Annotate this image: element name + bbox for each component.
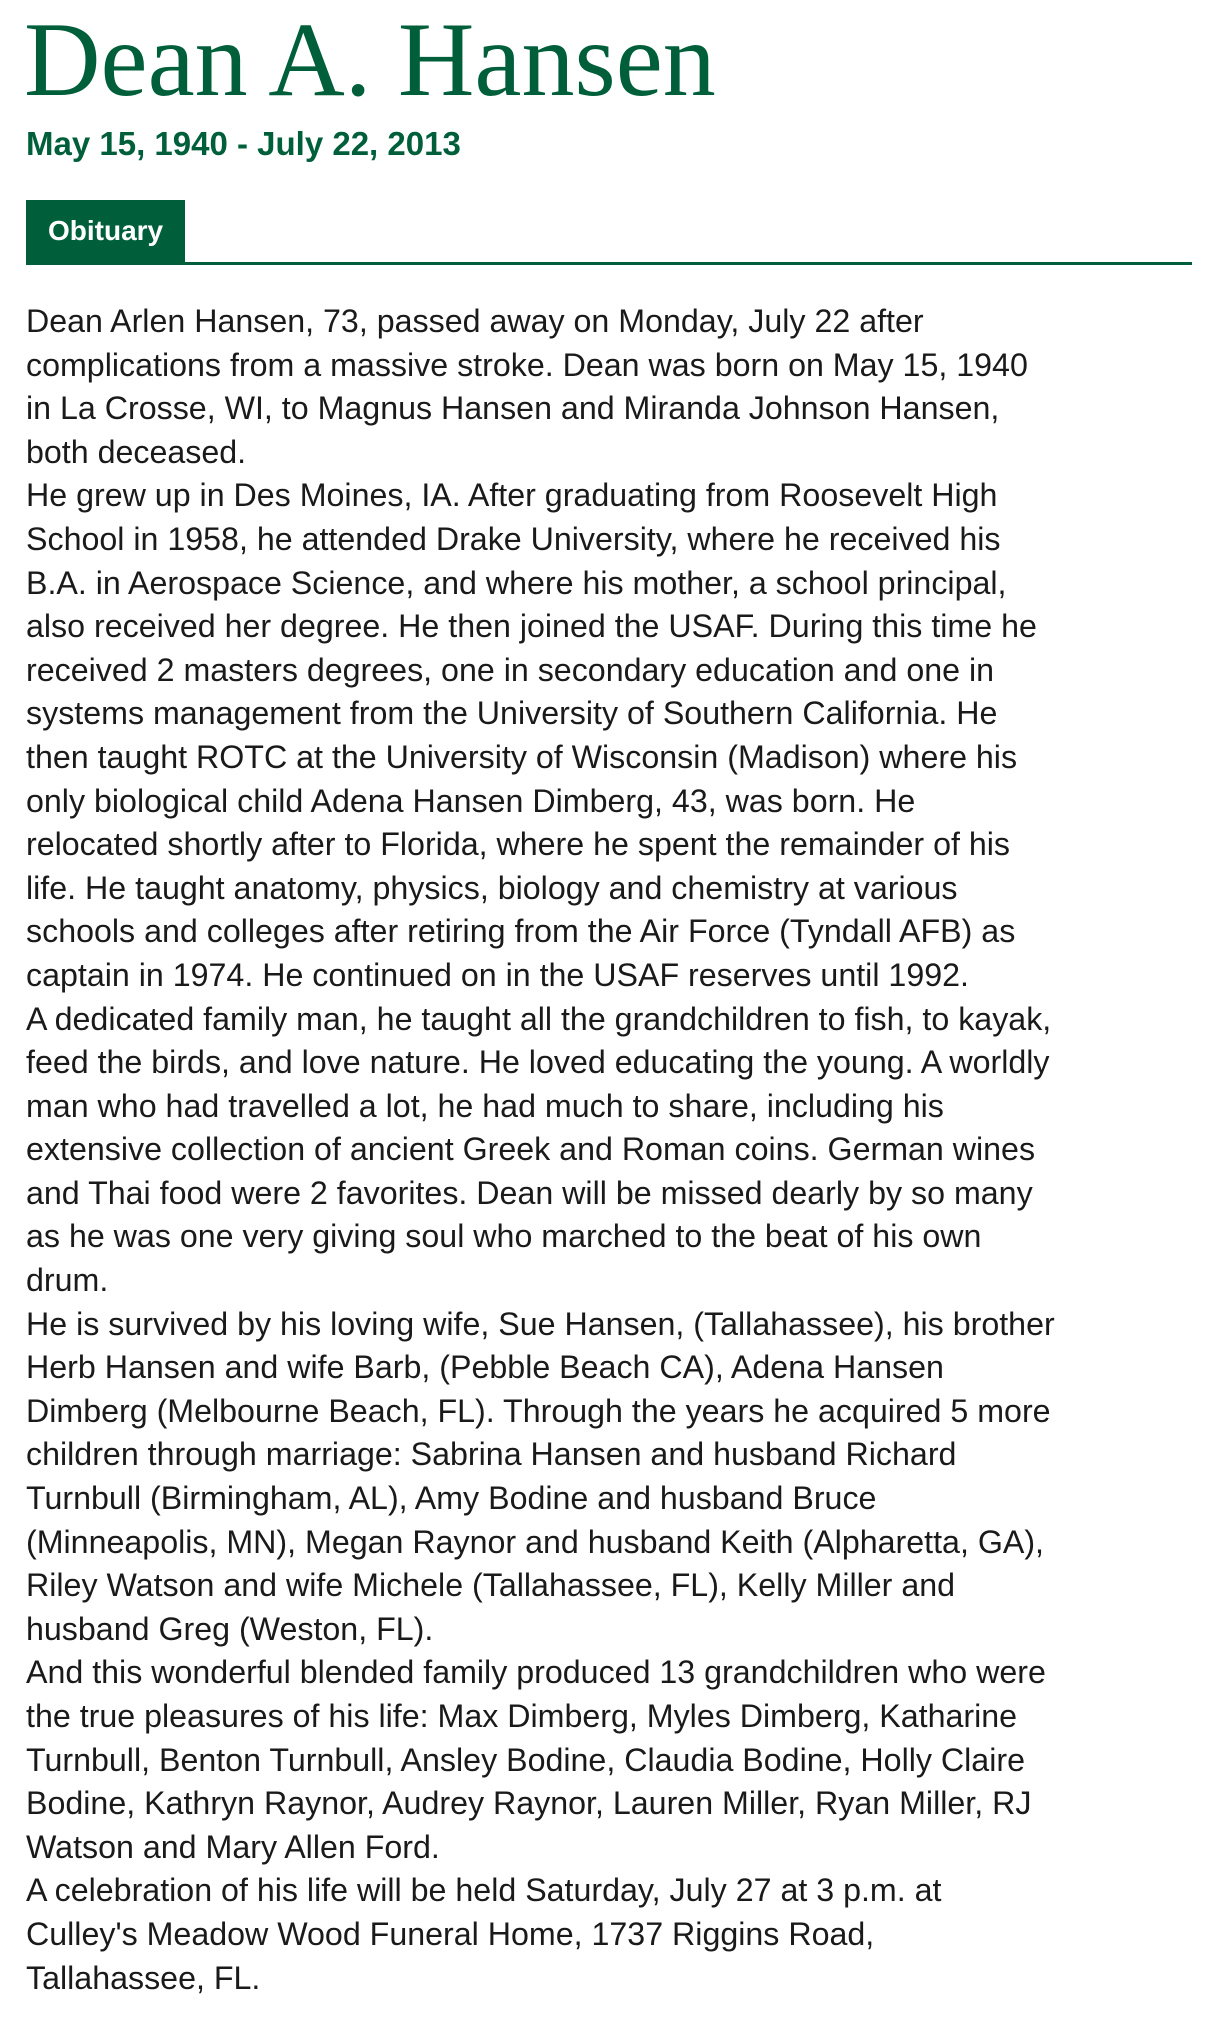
obituary-line: as he was one very giving soul who marched to the beat of his own: [26, 1218, 982, 1255]
obituary-line: both deceased.: [26, 433, 247, 470]
obituary-line: systems management from the University of Southern California. He: [26, 695, 998, 732]
obituary-line: extensive collection of ancient Greek and Roman coins. German wines: [26, 1131, 1036, 1168]
obituary-line: School in 1958, he attended Drake University, where he received his: [26, 520, 1001, 557]
obituary-line: Herb Hansen and wife Barb, (Pebble Beach CA), Adena Hansen: [26, 1349, 944, 1386]
obituary-line: drum.: [26, 1262, 109, 1299]
obituary-line: Turnbull, Benton Turnbull, Ansley Bodine, Claudia Bodine, Holly Claire: [26, 1741, 1025, 1778]
obituary-line: B.A. in Aerospace Science, and where his mother, a school principal,: [26, 564, 1007, 601]
obituary-line: A celebration of his life will be held Saturday, July 27 at 3 p.m. at: [26, 1872, 942, 1909]
obituary-line: Watson and Mary Allen Ford.: [26, 1828, 440, 1865]
obituary-text: [26, 300, 1192, 2000]
obituary-line: captain in 1974. He continued on in the USAF reserves until 1992.: [26, 956, 969, 993]
obituary-line: complications from a massive stroke. Dean was born on May 15, 1940: [26, 346, 1028, 383]
page-title: Dean A. Hansen: [24, 1, 716, 118]
life-dates: May 15, 1940 - July 22, 2013: [26, 125, 461, 162]
obituary-line: received 2 masters degrees, one in secondary education and one in: [26, 651, 995, 688]
obituary-line: man who had travelled a lot, he had much to share, including his: [26, 1087, 944, 1124]
obituary-line: only biological child Adena Hansen Dimberg, 43, was born. He: [26, 782, 916, 819]
obituary-line: the true pleasures of his life: Max Dimberg, Myles Dimberg, Katharine: [26, 1698, 1018, 1734]
obituary-line: (Minneapolis, MN), Megan Raynor and husband Keith (Alpharetta, GA),: [26, 1523, 1044, 1560]
obituary-line: also received her degree. He then joined the USAF. During this time he: [26, 608, 1037, 645]
obituary-line: Turnbull (Birmingham, AL), Amy Bodine and husband Bruce: [26, 1480, 877, 1517]
obituary-line: relocated shortly after to Florida, where he spent the remainder of his: [26, 826, 1011, 863]
obituary-line: A dedicated family man, he taught all the grandchildren to fish, to kayak,: [26, 1000, 1052, 1037]
obituary-line: in La Crosse, WI, to Magnus Hansen and Miranda Johnson Hansen,: [26, 390, 1000, 427]
obituary-line: children through marriage: Sabrina Hansen and husband Richard: [26, 1436, 957, 1473]
obituary-line: Tallahassee, FL.: [26, 1959, 261, 1996]
obituary-line: life. He taught anatomy, physics, biology and chemistry at various: [26, 869, 958, 906]
obituary-line: Culley's Meadow Wood Funeral Home, 1737 Riggins Road,: [26, 1915, 875, 1952]
obituary-line: and Thai food were 2 favorites. Dean will be missed dearly by so many: [26, 1174, 1033, 1211]
obituary-line: He is survived by his loving wife, Sue Hansen, (Tallahassee), his brother: [26, 1305, 1055, 1342]
obituary-line: then taught ROTC at the University of Wisconsin (Madison) where his: [26, 738, 1018, 775]
tab-bar: [26, 200, 1192, 265]
tab-obituary[interactable]: Obituary: [26, 200, 185, 262]
obituary-line: Bodine, Kathryn Raynor, Audrey Raynor, Lauren Miller, Ryan Miller, RJ: [26, 1785, 1032, 1822]
obituary-line: husband Greg (Weston, FL).: [26, 1610, 434, 1647]
obituary-line: feed the birds, and love nature. He loved educating the young. A worldly: [26, 1044, 1050, 1081]
obituary-line: Dimberg (Melbourne Beach, FL). Through the years he acquired 5 more: [26, 1392, 1051, 1429]
obituary-line: And this wonderful blended family produced 13 grandchildren who were: [26, 1654, 1046, 1691]
obituary-line: He grew up in Des Moines, IA. After graduating from Roosevelt High: [26, 477, 998, 514]
obituary-line: schools and colleges after retiring from the Air Force (Tyndall AFB) as: [26, 913, 1016, 950]
obituary-line: Dean Arlen Hansen, 73, passed away on Monday, July 22 after: [26, 303, 924, 339]
obituary-line: Riley Watson and wife Michele (Tallahassee, FL), Kelly Miller and: [26, 1567, 956, 1604]
